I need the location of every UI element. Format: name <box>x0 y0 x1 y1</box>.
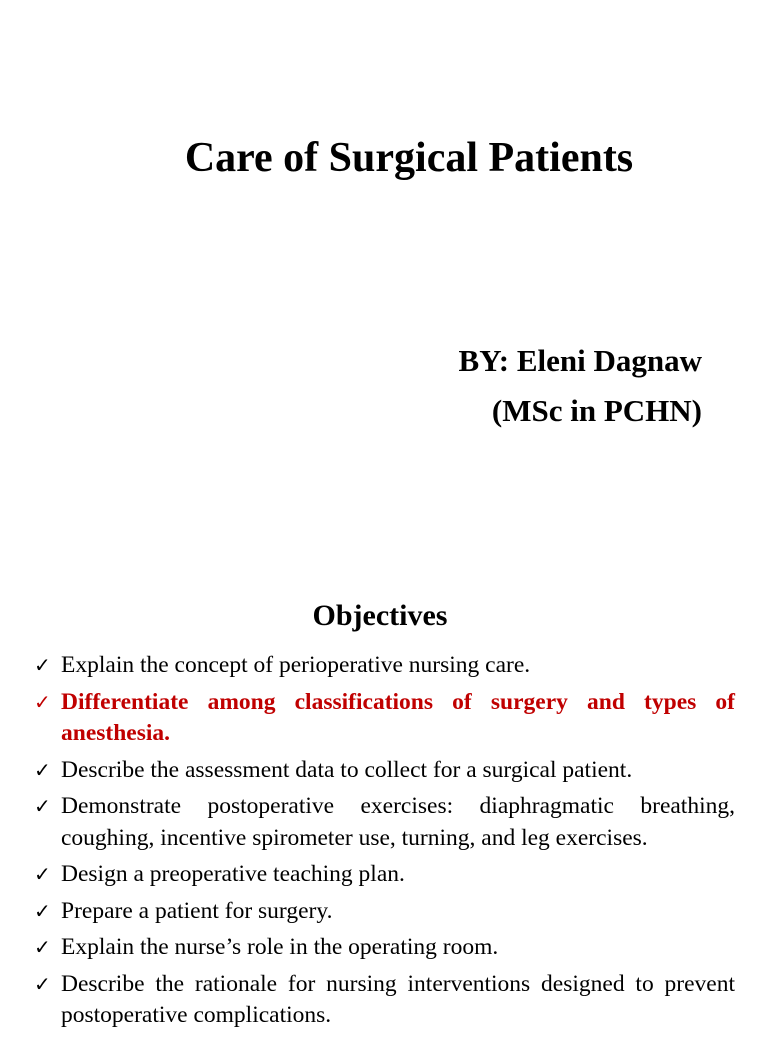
checkmark-icon: ✓ <box>34 794 51 818</box>
checkmark-icon: ✓ <box>34 757 51 782</box>
objective-item: ✓ Demonstrate postoperative exercises: diaphragmatic breathing, coughing, incentive spirometer use, turning, and leg exercises. <box>34 793 735 851</box>
checkmark-icon: ✓ <box>34 862 51 886</box>
objective-item: ✓ Describe the assessment data to collect for a surgical patient. <box>34 755 735 787</box>
objective-item: ✓ Explain the concept of perioperative nursing care. <box>34 650 735 682</box>
objective-item: ✓ Explain the nurse’s role in the operating room. <box>34 932 735 964</box>
objective-item: ✓ Prepare a patient for surgery. <box>34 896 735 928</box>
presentation-title: Care of Surgical Patients <box>184 135 634 181</box>
objectives-heading: Objectives <box>312 599 448 632</box>
objective-item: ✓ Describe the rationale for nursing interventions designed to prevent postoperative complications. <box>34 970 735 1028</box>
checkmark-icon: ✓ <box>34 653 51 677</box>
objective-item-highlighted: ✓ Differentiate among classifications of surgery and types of anesthesia. <box>34 688 735 746</box>
checkmark-icon: ✓ <box>34 971 51 996</box>
objective-item: ✓ Design a preoperative teaching plan. <box>34 859 735 891</box>
checkmark-icon: ✓ <box>34 689 51 714</box>
author-block <box>459 336 702 436</box>
objectives-slide <box>0 560 768 1028</box>
checkmark-icon: ✓ <box>34 898 51 923</box>
objectives-list <box>34 650 735 1037</box>
checkmark-icon: ✓ <box>34 935 51 959</box>
author-name: BY: Eleni Dagnaw <box>458 343 702 378</box>
author-credentials: (MSc in PCHN) <box>491 393 702 428</box>
